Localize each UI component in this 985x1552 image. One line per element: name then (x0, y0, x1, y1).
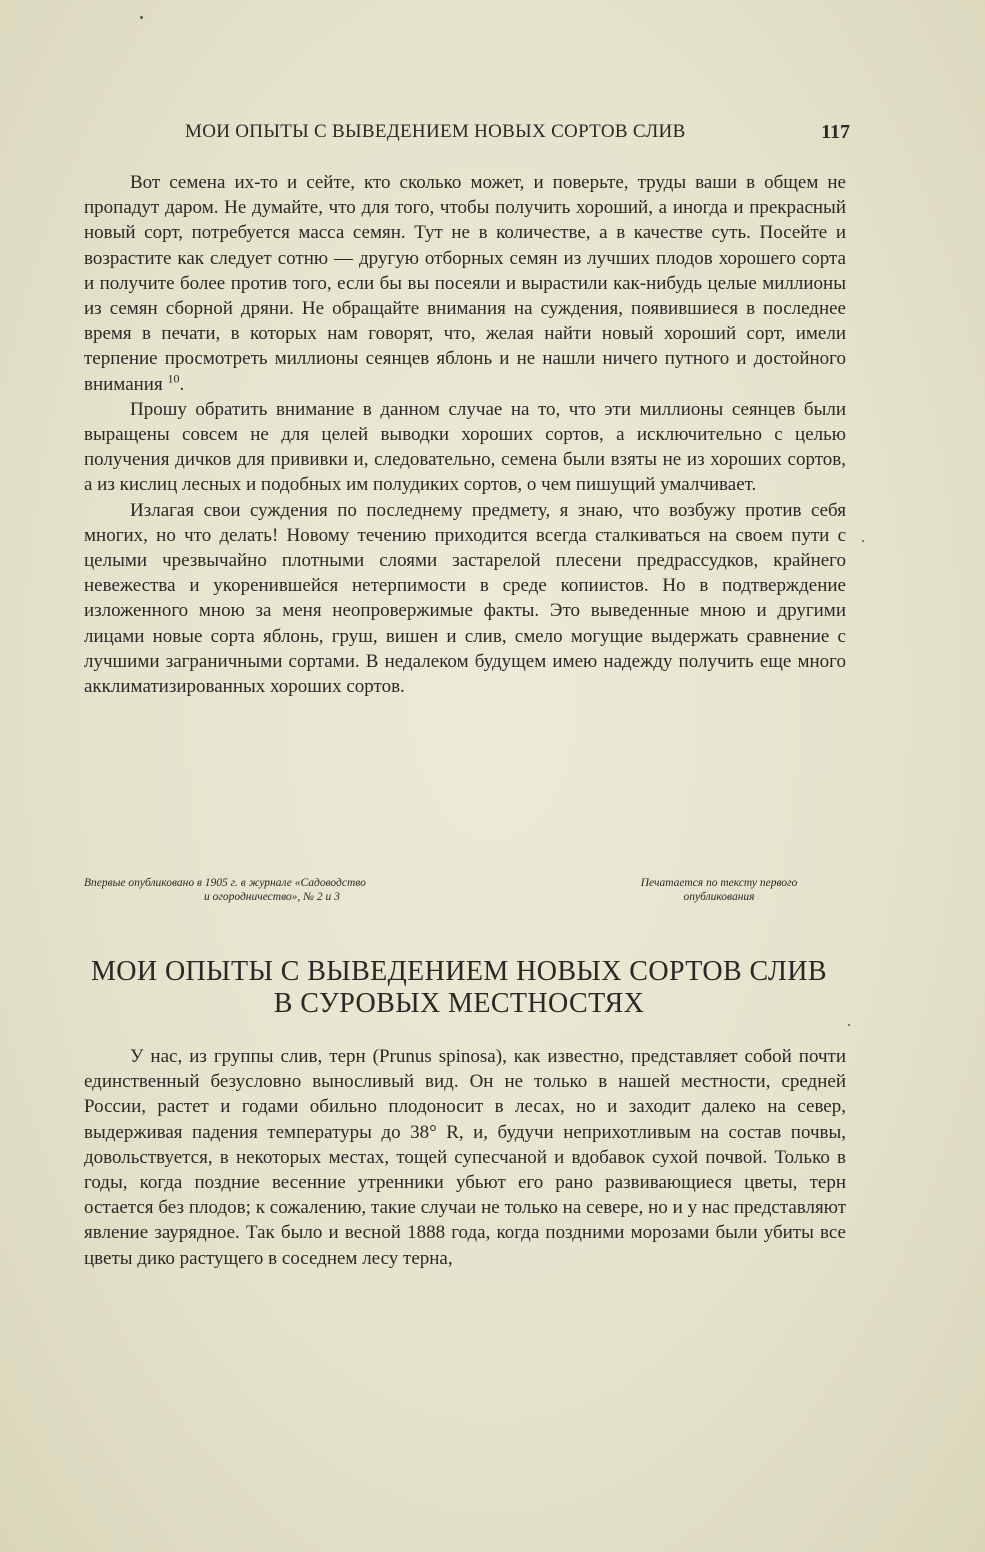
article-title (74, 956, 844, 1020)
paragraph-2: Прошу обратить внимание в данном случае на то, что эти миллионы сеянцев были выращены совсем не для целей выводки хороших сортов, а исключительно с целью получения дичков для прививки и, следовательно, семена были взяты не из хороших сортов, а из кислиц лесных и подобных им полудиких сортов, о чем пишущий умалчивает. (84, 398, 846, 496)
print-source-line-2: опубликования (683, 891, 755, 903)
article-body (84, 1044, 846, 1271)
paragraph-1-end: . (179, 373, 185, 395)
footnote-ref: 10 (167, 371, 180, 386)
running-title: МОИ ОПЫТЫ С ВЫВЕДЕНИЕМ НОВЫХ СОРТОВ СЛИВ (185, 121, 686, 142)
print-source-line-1: Печатается по тексту первого (640, 877, 798, 889)
print-speck (848, 1024, 850, 1026)
first-published-note (84, 876, 484, 904)
article-title-line-2: В СУРОВЫХ МЕСТНОСТЯХ (273, 988, 645, 1019)
page-number: 117 (821, 121, 850, 143)
publication-notes (84, 876, 846, 906)
paragraph-1-text: Вот семена их-то и сейте, кто сколько может, и поверьте, труды ваши в общем не пропадут даром. Не думайте, что для того, чтобы получить хороший, а иногда и прекрасный новый сорт, потребуется масса семян. Тут не в количестве, а в качестве суть. Посейте и возрастите как следует сотню — другую отборных семян из лучших плодов хорошего сорта и получите более против того, если бы вы посеяли и вырастили как-нибудь целые миллионы из семян сборной дряни. Не обращайте внимания на суждения, появившиеся в последнее время в печати, в которых нам говорят, что, желая найти новый хороший сорт, имели терпение просмотреть миллионы сеянцев яблонь и не нашли ничего путного и достойного внимания (84, 172, 846, 395)
first-published-line-1: Впервые опубликовано в 1905 г. в журнале «Садоводство (84, 877, 366, 889)
article-title-line-1: МОИ ОПЫТЫ С ВЫВЕДЕНИЕМ НОВЫХ СОРТОВ СЛИВ (91, 956, 827, 987)
print-speck (862, 540, 864, 542)
running-head (80, 118, 850, 146)
paragraph-1 (84, 170, 846, 397)
paragraph-3: Излагая свои суждения по последнему предмету, я знаю, что возбужу против себя многих, но что делать! Новому течению приходится всегда сталкиваться на своем пути с целыми чрезвычайно плотными слоями застарелой плесени предрассудков, крайнего невежества и укоренившейся нетерпимости в среде копиистов. Но в подтверждение изложенного мною за меня неопровержимые факты. Это выведенные мною и другими лицами новые сорта яблонь, груш, вишен и слив, смело могущие выдержать сравнение с лучшими заграничными сортами. В недалеком будущем имею надежду получить еще много акклиматизированных хороших сортов. (84, 499, 846, 698)
continued-text (84, 170, 846, 699)
print-source-note (604, 876, 834, 904)
print-speck (140, 16, 143, 19)
first-published-line-2: и огородничество», № 2 и 3 (204, 891, 340, 903)
article-paragraph-1: У нас, из группы слив, терн (Prunus spinosa), как известно, представляет собой почти единственный безусловно выносливый вид. Он не только в нашей местности, средней России, растет и годами обильно плодоносит в лесах, но и заходит далеко на север, выдерживая падения температуры до 38° R, и, будучи неприхотливым на состав почвы, довольствуется, в некоторых местах, тощей супесчаной и вдобавок сухой почвой. Только в годы, когда поздние весенние утренники убьют его рано развивающиеся цветы, терн остается без плодов; к сожалению, такие случаи не только на севере, но и у нас представляют явление заурядное. Так было и весной 1888 года, когда поздними морозами были убиты все цветы дико растущего в соседнем лесу терна, (84, 1046, 846, 1269)
